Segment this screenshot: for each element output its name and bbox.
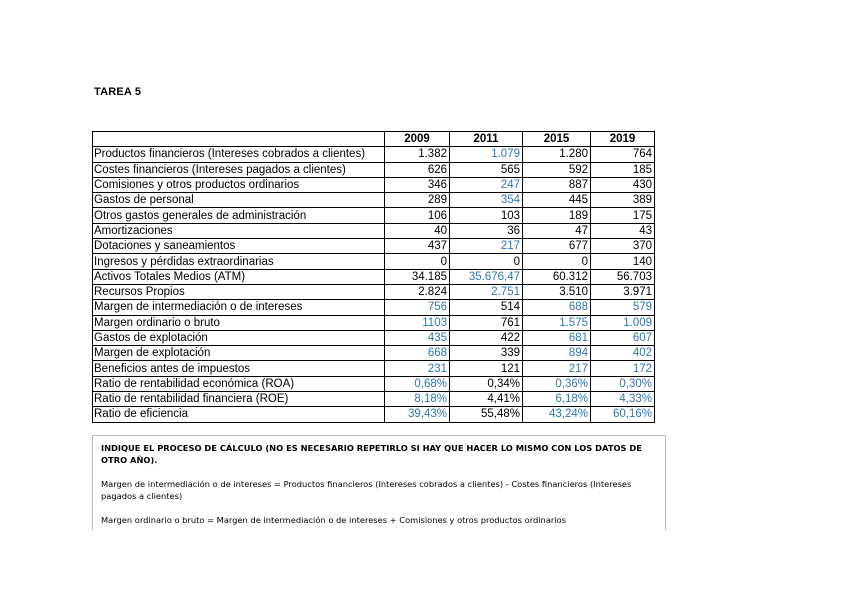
table-row — [93, 177, 655, 192]
value-cell: 607 — [591, 330, 655, 345]
row-label: Gastos de personal — [93, 193, 385, 208]
header-year: 2009 — [385, 132, 450, 147]
value-cell: 39,43% — [385, 407, 450, 422]
value-cell: 402 — [591, 346, 655, 361]
value-cell: 339 — [450, 346, 523, 361]
value-cell: 47 — [523, 223, 591, 238]
value-cell: 43,24% — [523, 407, 591, 422]
value-cell: 1.280 — [523, 147, 591, 162]
value-cell: 346 — [385, 177, 450, 192]
table-row — [93, 346, 655, 361]
table-row — [93, 239, 655, 254]
value-cell: 1.575 — [523, 315, 591, 330]
value-cell: 247 — [450, 177, 523, 192]
value-cell: 35.676,47 — [450, 269, 523, 284]
notes-line: Margen ordinario o bruto = Margen de intermediación o de intereses + Comisiones y otros productos ordinarios — [101, 515, 567, 525]
value-cell: 172 — [591, 361, 655, 376]
table-header-row — [93, 132, 655, 147]
value-cell: 217 — [450, 239, 523, 254]
calculation-notes-box[interactable] — [92, 435, 666, 530]
value-cell: 56.703 — [591, 269, 655, 284]
header-year: 2019 — [591, 132, 655, 147]
value-cell: 36 — [450, 223, 523, 238]
value-cell: 626 — [385, 162, 450, 177]
value-cell: 565 — [450, 162, 523, 177]
row-label: Ingresos y pérdidas extraordinarias — [93, 254, 385, 269]
row-label: Dotaciones y saneamientos — [93, 239, 385, 254]
value-cell: 894 — [523, 346, 591, 361]
value-cell: 0,34% — [450, 376, 523, 391]
value-cell: 60,16% — [591, 407, 655, 422]
value-cell: 0 — [523, 254, 591, 269]
value-cell: 55,48% — [450, 407, 523, 422]
row-label: Activos Totales Medios (ATM) — [93, 269, 385, 284]
value-cell: 231 — [385, 361, 450, 376]
row-label: Productos financieros (Intereses cobrados a clientes) — [93, 147, 385, 162]
table-row — [93, 407, 655, 422]
table-row — [93, 147, 655, 162]
value-cell: 437 — [385, 239, 450, 254]
row-label: Beneficios antes de impuestos — [93, 361, 385, 376]
table-row — [93, 162, 655, 177]
value-cell: 445 — [523, 193, 591, 208]
value-cell: 60.312 — [523, 269, 591, 284]
value-cell: 435 — [385, 330, 450, 345]
value-cell: 0,68% — [385, 376, 450, 391]
row-label: Costes financieros (Intereses pagados a clientes) — [93, 162, 385, 177]
value-cell: 677 — [523, 239, 591, 254]
row-label: Margen de intermediación o de intereses — [93, 300, 385, 315]
value-cell: 0 — [450, 254, 523, 269]
value-cell: 668 — [385, 346, 450, 361]
row-label: Gastos de explotación — [93, 330, 385, 345]
value-cell: 6,18% — [523, 392, 591, 407]
row-label: Ratio de rentabilidad financiera (ROE) — [93, 392, 385, 407]
table-row — [93, 300, 655, 315]
row-label: Margen ordinario o bruto — [93, 315, 385, 330]
page-title: TAREA 5 — [94, 86, 142, 98]
table-row — [93, 315, 655, 330]
value-cell: 121 — [450, 361, 523, 376]
value-cell: 756 — [385, 300, 450, 315]
value-cell: 1.079 — [450, 147, 523, 162]
value-cell: 514 — [450, 300, 523, 315]
value-cell: 34.185 — [385, 269, 450, 284]
header-label-cell — [93, 132, 385, 147]
value-cell: 430 — [591, 177, 655, 192]
row-label: Ratio de eficiencia — [93, 407, 385, 422]
value-cell: 4,33% — [591, 392, 655, 407]
value-cell: 217 — [523, 361, 591, 376]
value-cell: 8,18% — [385, 392, 450, 407]
table-row — [93, 361, 655, 376]
value-cell: 106 — [385, 208, 450, 223]
value-cell: 389 — [591, 193, 655, 208]
value-cell: 2.824 — [385, 284, 450, 299]
table-row — [93, 254, 655, 269]
table-row — [93, 208, 655, 223]
table-row — [93, 269, 655, 284]
value-cell: 289 — [385, 193, 450, 208]
value-cell: 0 — [385, 254, 450, 269]
value-cell: 2.751 — [450, 284, 523, 299]
value-cell: 0,30% — [591, 376, 655, 391]
table-row — [93, 223, 655, 238]
value-cell: 579 — [591, 300, 655, 315]
value-cell: 40 — [385, 223, 450, 238]
value-cell: 185 — [591, 162, 655, 177]
value-cell: 103 — [450, 208, 523, 223]
table-row — [93, 330, 655, 345]
financial-data-table — [92, 131, 655, 423]
value-cell: 761 — [450, 315, 523, 330]
row-label: Otros gastos generales de administración — [93, 208, 385, 223]
value-cell: 140 — [591, 254, 655, 269]
value-cell: 764 — [591, 147, 655, 162]
table-row — [93, 392, 655, 407]
notes-line: Margen de intermediación o de intereses = Productos financieros (Intereses cobrados a clientes) - Costes financieros (Intereses pagados a clientes) — [101, 479, 632, 501]
value-cell: 4,41% — [450, 392, 523, 407]
value-cell: 354 — [450, 193, 523, 208]
value-cell: 1.382 — [385, 147, 450, 162]
header-year: 2011 — [450, 132, 523, 147]
value-cell: 3.971 — [591, 284, 655, 299]
table-row — [93, 376, 655, 391]
table-row — [93, 193, 655, 208]
row-label: Ratio de rentabilidad económica (ROA) — [93, 376, 385, 391]
row-label: Comisiones y otros productos ordinarios — [93, 177, 385, 192]
value-cell: 887 — [523, 177, 591, 192]
value-cell: 3.510 — [523, 284, 591, 299]
value-cell: 370 — [591, 239, 655, 254]
row-label: Margen de explotación — [93, 346, 385, 361]
value-cell: 43 — [591, 223, 655, 238]
row-label: Amortizaciones — [93, 223, 385, 238]
value-cell: 422 — [450, 330, 523, 345]
value-cell: 688 — [523, 300, 591, 315]
table-row — [93, 284, 655, 299]
row-label: Recursos Propios — [93, 284, 385, 299]
header-year: 2015 — [523, 132, 591, 147]
value-cell: 189 — [523, 208, 591, 223]
value-cell: 0,36% — [523, 376, 591, 391]
value-cell: 175 — [591, 208, 655, 223]
value-cell: 592 — [523, 162, 591, 177]
value-cell: 1103 — [385, 315, 450, 330]
value-cell: 681 — [523, 330, 591, 345]
value-cell: 1.009 — [591, 315, 655, 330]
notes-heading: INDIQUE EL PROCESO DE CÁLCULO (NO ES NECESARIO REPETIRLO SI HAY QUE HACER LO MISMO CON LOS DATOS DE OTRO AÑO). — [101, 443, 642, 465]
